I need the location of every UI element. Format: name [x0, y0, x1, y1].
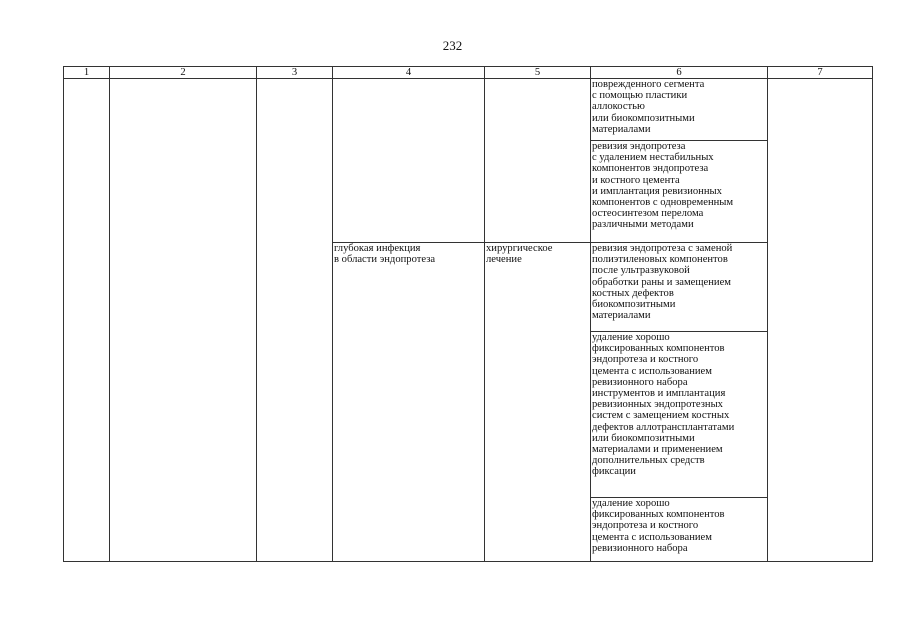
column-number-4: 4	[333, 67, 485, 79]
table-row	[64, 79, 873, 141]
diagnosis-cell: глубокая инфекция в области эндопротеза	[333, 243, 485, 562]
column-number-7: 7	[768, 67, 873, 79]
page-number: 232	[442, 38, 463, 53]
medical-procedures-table	[63, 66, 873, 562]
method-cell: ревизия эндопротеза с удалением нестабильных компонентов эндопротеза и костного цемента и имплантация ревизионных компонентов с одновременным остеосинтезом перелома различными методами	[591, 141, 768, 243]
treatment-type-cell: хирургическое лечение	[485, 243, 591, 562]
column-3-cell	[257, 79, 333, 562]
column-2-cell	[110, 79, 257, 562]
method-cell: поврежденного сегмента с помощью пластики аллокостью или биокомпозитными материалами	[591, 79, 768, 141]
column-7-cell	[768, 79, 873, 562]
column-1-cell	[64, 79, 110, 562]
method-cell: удаление хорошо фиксированных компонентов эндопротеза и костного цемента с использованием ревизионного набора	[591, 498, 768, 562]
column-number-6: 6	[591, 67, 768, 79]
method-cell: удаление хорошо фиксированных компонентов эндопротеза и костного цемента с использованием ревизионного набора инструментов и имплантация ревизионных эндопротезных систем с замещением костных дефектов аллотрансплантатами или биокомпозитными материалами и применением дополнительных средств фиксации	[591, 332, 768, 498]
column-5-cell	[485, 79, 591, 243]
column-number-row	[64, 67, 873, 79]
column-number-3: 3	[257, 67, 333, 79]
column-number-5: 5	[485, 67, 591, 79]
column-number-1: 1	[64, 67, 110, 79]
column-number-2: 2	[110, 67, 257, 79]
column-4-cell	[333, 79, 485, 243]
method-cell: ревизия эндопротеза с заменой полиэтиленовых компонентов после ультразвуковой обработки раны и замещением костных дефектов биокомпозитными материалами	[591, 243, 768, 332]
